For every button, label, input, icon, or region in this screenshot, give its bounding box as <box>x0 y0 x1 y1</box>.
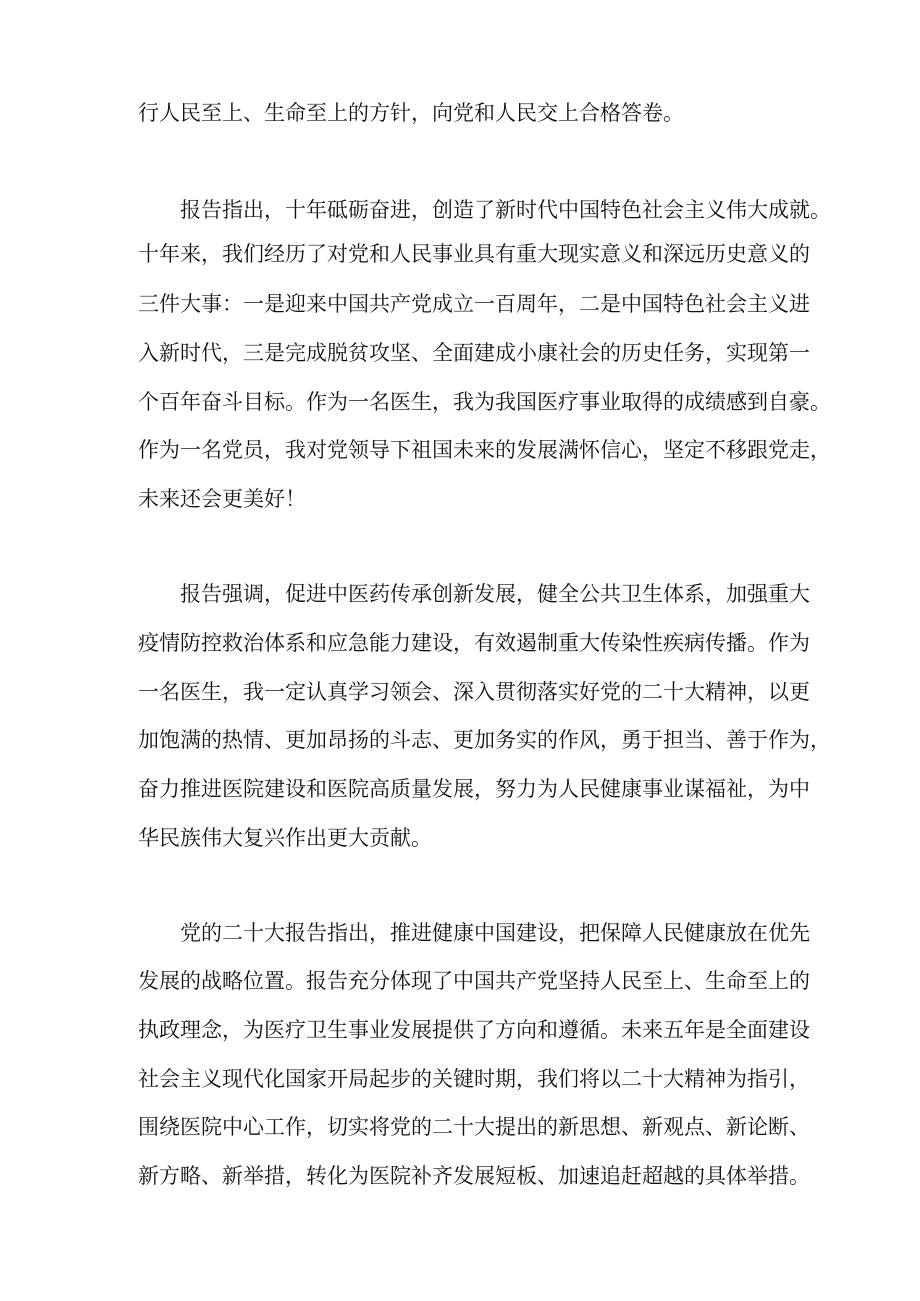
text-line: 作为一名党员，我对党领导下祖国未来的发展满怀信心，坚定不移跟党走， <box>138 438 831 462</box>
paragraph-start-line: 报告指出，十年砥砺奋进，创造了新时代中国特色社会主义伟大成就。 <box>180 198 831 222</box>
paragraph-start-line: 党的二十大报告指出，推进健康中国建设，把保障人民健康放在优先 <box>180 921 810 945</box>
text-line: 发展的战略位置。报告充分体现了中国共产党坚持人民至上、生命至上的 <box>138 969 810 993</box>
text-line: 未来还会更美好！ <box>138 487 306 511</box>
paragraph-start-line: 报告强调，促进中医药传承创新发展，健全公共卫生体系，加强重大 <box>180 582 810 606</box>
text-line: 个百年奋斗目标。作为一名医生，我为我国医疗事业取得的成绩感到自豪。 <box>138 390 831 414</box>
text-line: 入新时代，三是完成脱贫攻坚、全面建成小康社会的历史任务，实现第一 <box>138 341 810 365</box>
text-line: 围绕医院中心工作，切实将党的二十大提出的新思想、新观点、新论断、 <box>138 1115 810 1139</box>
text-line: 一名医生，我一定认真学习领会、深入贯彻落实好党的二十大精神，以更 <box>138 680 810 704</box>
text-line: 十年来，我们经历了对党和人民事业具有重大现实意义和深远历史意义的 <box>138 242 810 266</box>
text-line: 华民族伟大复兴作出更大贡献。 <box>138 826 432 850</box>
text-line: 疫情防控救治体系和应急能力建设，有效遏制重大传染性疾病传播。作为 <box>138 631 810 655</box>
text-line: 奋力推进医院建设和医院高质量发展，努力为人民健康事业谋福祉，为中 <box>138 777 810 801</box>
text-line: 三件大事：一是迎来中国共产党成立一百周年，二是中国特色社会主义进 <box>138 292 810 316</box>
text-line: 行人民至上、生命至上的方针，向党和人民交上合格答卷。 <box>138 101 684 125</box>
text-line: 加饱满的热情、更加昂扬的斗志、更加务实的作风，勇于担当、善于作为， <box>138 728 831 752</box>
text-line: 执政理念，为医疗卫生事业发展提供了方向和遵循。未来五年是全面建设 <box>138 1018 810 1042</box>
text-line: 新方略、新举措，转化为医院补齐发展短板、加速追赶超越的具体举措。 <box>138 1164 810 1188</box>
text-line: 社会主义现代化国家开局起步的关键时期，我们将以二十大精神为指引， <box>138 1067 810 1091</box>
